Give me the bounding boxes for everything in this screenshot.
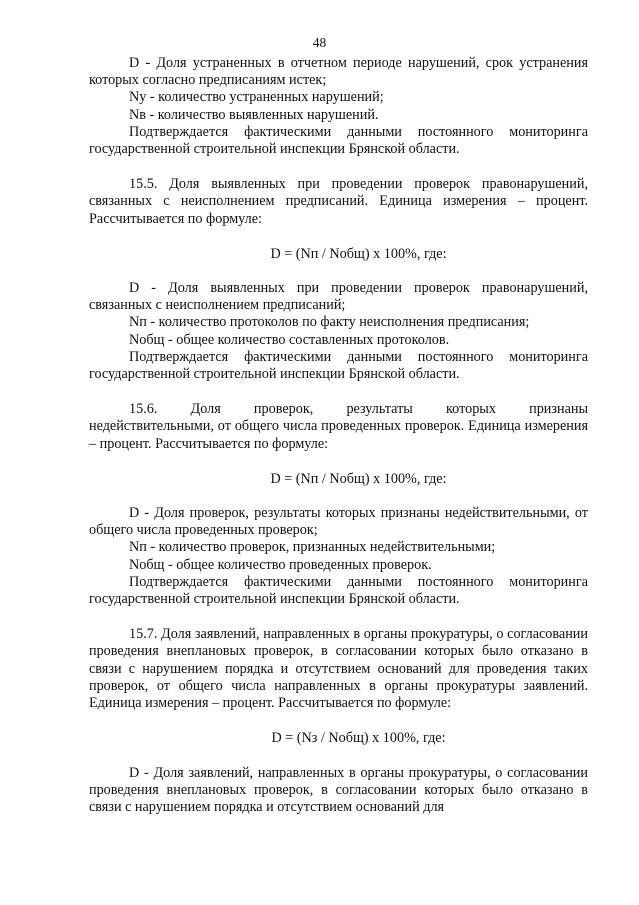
definition-nv-paragraph: Nв - количество выявленных нарушений. (129, 106, 379, 123)
section-15-5-formula: D = (Nп / Nобщ) x 100%, где: (270, 245, 447, 262)
paragraph-gap (89, 608, 588, 626)
paragraph-gap (89, 158, 588, 176)
page-number: 48 (312, 35, 327, 50)
section-15-5-definition-np: Nп - количество протоколов по факту неисполнения предписания; (129, 314, 530, 331)
section-15-6-definition-d: D - Доля проверок, результаты которых признаны недействительными, от общего числа проведенных проверок; (89, 505, 588, 539)
definition-d-paragraph: D - Доля устраненных в отчетном периоде нарушений, срок устранения которых согласно предписаниям истек; (89, 55, 588, 89)
section-15-7-definition-d: D - Доля заявлений, направленных в органы прокуратуры, о согласовании проведения внеплановых проверок, в согласовании которых было отказано в связи с нарушением порядка и отсутствием оснований для (89, 764, 588, 815)
section-15-6-intro-first-line: 15.6. Доля проверок, результаты которых признаны (129, 401, 588, 418)
definition-ny-paragraph: Ny - количество устраненных нарушений; (129, 89, 384, 106)
section-15-5-definition-nobsch: Nобщ - общее количество составленных протоколов. (129, 331, 450, 348)
paragraph-gap (89, 383, 588, 401)
section-15-7-formula: D = (Nз / Nобщ) x 100%, где: (271, 730, 446, 747)
section-15-6-definition-np: Nп - количество проверок, признанных недействительными; (129, 539, 496, 556)
section-15-5-confirmation: Подтверждается фактическими данными постоянного мониторинга государственной строительной инспекции Брянской области. (89, 348, 588, 383)
section-15-6-formula: D = (Nп / Nобщ) x 100%, где: (270, 470, 447, 487)
section-15-6-intro-rest: недействительными, от общего числа проведенных проверок. Единица измерения – процент. Рассчитывается по формуле: (89, 418, 588, 452)
section-15-7-intro: 15.7. Доля заявлений, направленных в органы прокуратуры, о согласовании проведения внеплановых проверок, в согласовании которых было отказано в связи с нарушением порядка и отсутствием оснований для проведения таких проверок, от общего числа направленных в органы прокуратуры заявлений. Единица измерения – процент. Рассчитывается по формуле: (89, 626, 588, 712)
section-15-6-definition-nobsch: Nобщ - общее количество проведенных проверок. (129, 556, 432, 573)
section-15-5-definition-d: D - Доля выявленных при проведении проверок правонарушений, связанных с неисполнением предписаний; (89, 280, 588, 314)
confirmation-paragraph: Подтверждается фактическими данными постоянного мониторинга государственной строительной инспекции Брянской области. (89, 123, 588, 158)
section-15-6-confirmation: Подтверждается фактическими данными постоянного мониторинга государственной строительной инспекции Брянской области. (89, 573, 588, 608)
document-body (89, 55, 588, 816)
section-15-5-intro: 15.5. Доля выявленных при проведении проверок правонарушений, связанных с неисполнением предписаний. Единица измерения – процент. Рассчитывается по формуле: (89, 176, 588, 227)
